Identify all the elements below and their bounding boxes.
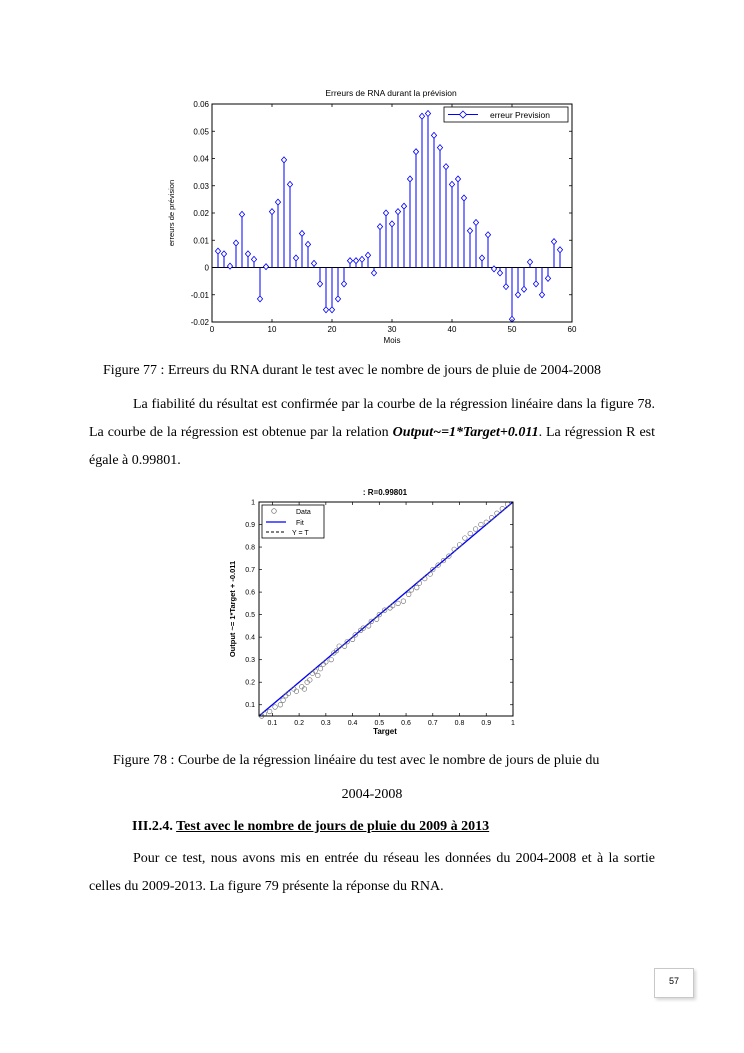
data-point [473,527,478,532]
stem-point [257,268,262,302]
stem-point [251,256,256,267]
figure78-caption-line2: 2004-2008 [341,787,403,802]
stem-point [305,241,310,267]
chart2-legend-yt: Y = T [292,530,309,537]
regression-relation: Output~=1*Target+0.011 [392,425,539,440]
stem-point [377,224,382,268]
chart2-legend [262,505,324,538]
y-tick-label: 0.06 [193,100,209,109]
stem-point [425,111,430,268]
stem-point [221,251,226,268]
stem-point [245,251,250,268]
data-point [316,673,321,678]
y-tick-label: 0.7 [245,567,255,575]
y-tick-label: 0.5 [245,612,255,620]
stem-point [323,268,328,313]
x-tick-label: 0 [209,325,215,334]
section-number: III.2.4. [132,819,173,834]
data-point [273,705,278,710]
data-point [406,592,411,597]
stem-point [527,259,532,267]
stem-point [293,255,298,268]
stem-point [311,260,316,267]
stem-point [419,113,424,267]
stem-point [497,268,502,276]
stem-point [299,230,304,267]
x-tick-label: 0.3 [320,720,331,727]
stem-point [449,181,454,267]
error-stem-chart [160,84,600,348]
stem-point [269,209,274,268]
chart2-xlabel: Target [373,727,397,736]
stem-point [461,195,466,267]
y-tick-label: 0.03 [193,181,209,191]
stem-point [539,268,544,298]
chart1-legend [444,107,568,122]
y-tick-label: 0.4 [245,634,255,642]
data-point [396,601,401,606]
stem-point [239,211,244,267]
stem-point [233,240,238,268]
x-tick-label: 0.7 [427,720,438,727]
stem-point [485,232,490,268]
stem-point [515,268,520,298]
x-tick-label: 20 [327,325,337,334]
stem-point [383,210,388,268]
y-tick-label: 0 [204,263,209,273]
paragraph-regression-part2: . La régression R est égale à 0.99801. [89,425,655,468]
stem-point [281,157,286,268]
stem-point [329,268,334,313]
data-point [463,536,468,541]
x-tick-label: 60 [567,325,577,334]
data-point [401,599,406,604]
section-title: Test avec le nombre de jours de pluie du 2009 à 2013 [176,819,490,834]
x-tick-label: 0.5 [374,720,385,727]
stem-point [353,258,358,268]
x-tick-label: 0.1 [267,720,278,727]
stem-point [455,176,460,268]
chart1-xlabel: Mois [383,336,401,345]
x-tick-label: 0.6 [401,720,411,727]
x-tick-label: 0.9 [481,720,492,727]
stem-point [401,203,406,267]
y-tick-label: 0.3 [245,657,255,665]
figure78-caption-line1: Figure 78 : Courbe de la régression linéaire du test avec le nombre de jours de pluie du [113,753,600,768]
stem-point [443,164,448,268]
y-tick-label: 0.04 [193,154,209,164]
chart1-legend-label: erreur Prevision [490,110,550,120]
x-tick-label: 0.2 [294,720,304,727]
y-tick-label: 0.6 [245,589,255,597]
stem-point [407,176,412,268]
section-heading [132,819,489,835]
stem-point [467,228,472,268]
stem-point [263,264,268,270]
data-point [468,531,473,536]
stem-point [503,268,508,290]
y-tick-label: 0.9 [245,522,255,530]
x-tick-label: 10 [267,325,277,334]
x-tick-label: 1 [511,720,515,727]
x-tick-label: 0.8 [454,720,465,727]
stem-point [395,209,400,268]
y-tick-label: 1 [251,499,255,507]
data-point [278,702,283,707]
data-point [414,585,419,590]
x-tick-label: 50 [507,325,517,334]
stem-point [359,256,364,267]
stem-point [389,221,394,268]
stem-point [317,268,322,287]
data-point [267,709,272,714]
y-tick-label: 0.2 [245,679,255,687]
stem-point [371,268,376,276]
stem-point [431,132,436,267]
y-tick-label: 0.02 [193,209,209,218]
chart2-legend-data: Data [296,509,311,516]
figure77-caption: Figure 77 : Erreurs du RNA durant le test avec le nombre de jours de pluie de 2004-2008 [103,363,602,378]
paragraph-regression-part1: La fiabilité du résultat est confirmée par la courbe de la régression linéaire dans la figure 78. La courbe de la régression est obtenue par la relation [89,397,655,440]
stem-point [479,255,484,268]
stem-point [347,258,352,268]
stem-point [227,263,232,269]
x-tick-label: 30 [387,325,397,334]
data-point [281,698,286,703]
stem-point [275,199,280,267]
data-point [318,666,323,671]
chart2-legend-fit: Fit [296,520,304,527]
stem-point [215,248,220,267]
stem-point [335,268,340,302]
stem-point [521,268,526,293]
chart2-ylabel: Output ~= 1*Target + -0.011 [228,560,237,658]
stem-point [557,247,562,268]
stem-point [365,252,370,267]
data-point [479,522,484,527]
y-tick-label: -0.01 [190,290,209,300]
stem-point [533,268,538,287]
y-tick-label: 0.1 [245,702,255,710]
stem-point [413,149,418,268]
chart1-ylabel: erreurs de prévision [167,179,176,247]
stem-point [437,145,442,268]
stem-point [545,268,550,282]
stem-point [473,220,478,268]
paragraph-regression [89,391,655,475]
stem-point [491,266,496,272]
page-number: 57 [654,968,694,998]
y-tick-label: 0.05 [193,127,209,137]
x-tick-label: 0.4 [347,720,358,727]
stem-point [509,268,514,323]
data-point [329,657,334,662]
y-tick-label: 0.8 [245,544,255,552]
stem-point [341,268,346,287]
stem-point [287,181,292,267]
paragraph-test: Pour ce test, nous avons mis en entrée du réseau les données du 2004-2008 et à la sortie celles du 2009-2013. La figure 79 présente la réponse du RNA. [89,851,655,894]
chart2-title: : R=0.99801 [362,488,408,497]
y-tick-label: -0.02 [190,318,209,327]
chart1-title: Erreurs de RNA durant la prévision [325,88,457,98]
x-tick-label: 40 [447,325,457,334]
y-tick-label: 0.01 [193,236,209,246]
stem-point [551,239,556,268]
regression-chart [222,484,527,740]
